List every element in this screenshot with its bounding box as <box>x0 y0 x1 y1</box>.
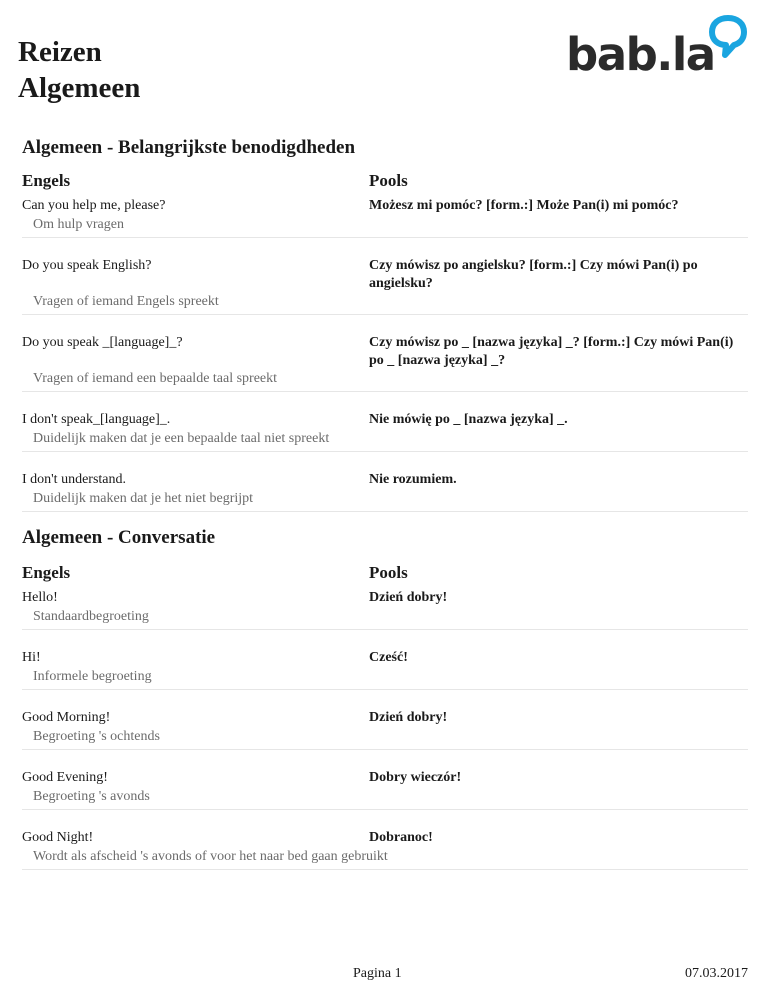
usage-note: Wordt als afscheid 's avonds of voor het naar bed gaan gebruikt <box>33 849 388 864</box>
source-phrase: Good Night! <box>22 830 94 845</box>
phrase-entry <box>22 392 748 452</box>
phrase-entry <box>22 630 748 690</box>
column-header-english: Engels <box>22 563 71 582</box>
source-phrase: Can you help me, please? <box>22 198 166 213</box>
phrase-entry <box>22 238 748 315</box>
target-phrase: Cześć! <box>369 650 408 665</box>
phrase-entry <box>22 810 748 870</box>
speech-bubble-icon <box>706 14 750 58</box>
usage-note: Duidelijk maken dat je het niet begrijpt <box>33 491 254 506</box>
column-header-polish: Pools <box>369 563 408 582</box>
column-header-polish: Pools <box>369 171 408 190</box>
column-headers <box>22 560 748 586</box>
logo-text: bab.la <box>566 28 715 81</box>
target-phrase: Nie mówię po _ [nazwa języka] _. <box>369 412 568 427</box>
column-header-english: Engels <box>22 171 71 190</box>
source-phrase: Hi! <box>22 650 41 665</box>
source-phrase: Hello! <box>22 590 58 605</box>
source-phrase: I don't speak_[language]_. <box>22 412 171 427</box>
target-phrase: Czy mówisz po angielsku? [form.:] Czy mówi Pan(i) po angielsku? <box>369 258 698 291</box>
source-phrase: Do you speak English? <box>22 258 152 273</box>
usage-note: Vragen of iemand een bepaalde taal spreekt <box>33 371 278 386</box>
document-date: 07.03.2017 <box>685 966 748 981</box>
target-phrase: Dobranoc! <box>369 830 433 845</box>
page-number: Pagina 1 <box>353 966 402 981</box>
source-phrase: I don't understand. <box>22 472 127 487</box>
phrase-entry <box>22 194 748 238</box>
target-phrase: Dzień dobry! <box>369 590 448 605</box>
babla-logo <box>566 14 752 80</box>
target-phrase: Nie rozumiem. <box>369 472 457 487</box>
source-phrase: Good Evening! <box>22 770 108 785</box>
section-essentials <box>22 133 748 512</box>
phrase-entry <box>22 690 748 750</box>
source-phrase: Do you speak _[language]_? <box>22 335 183 350</box>
phrase-entry <box>22 315 748 392</box>
usage-note: Begroeting 's avonds <box>33 789 150 804</box>
usage-note: Informele begroeting <box>33 669 152 684</box>
usage-note: Om hulp vragen <box>33 217 124 232</box>
phrase-entry <box>22 452 748 512</box>
target-phrase: Dobry wieczór! <box>369 770 462 785</box>
target-phrase: Czy mówisz po _ [nazwa języka] _? [form.:] Czy mówi Pan(i) po _ [nazwa języka] _? <box>369 335 734 368</box>
usage-note: Vragen of iemand Engels spreekt <box>33 294 219 309</box>
usage-note: Begroeting 's ochtends <box>33 729 160 744</box>
section-conversation <box>22 523 748 870</box>
section-title: Algemeen - Conversatie <box>22 527 216 548</box>
usage-note: Duidelijk maken dat je een bepaalde taal niet spreekt <box>33 431 330 446</box>
phrase-entry <box>22 750 748 810</box>
source-phrase: Good Morning! <box>22 710 111 725</box>
column-headers <box>22 168 748 194</box>
page-title-line-1: Reizen <box>18 36 102 68</box>
page-header <box>18 34 140 106</box>
usage-note: Standaardbegroeting <box>33 609 149 624</box>
target-phrase: Możesz mi pomóc? [form.:] Może Pan(i) mi pomóc? <box>369 198 679 213</box>
page-title-line-2: Algemeen <box>18 72 141 104</box>
section-title: Algemeen - Belangrijkste benodigdheden <box>22 137 356 158</box>
target-phrase: Dzień dobry! <box>369 710 448 725</box>
phrase-entry <box>22 586 748 630</box>
